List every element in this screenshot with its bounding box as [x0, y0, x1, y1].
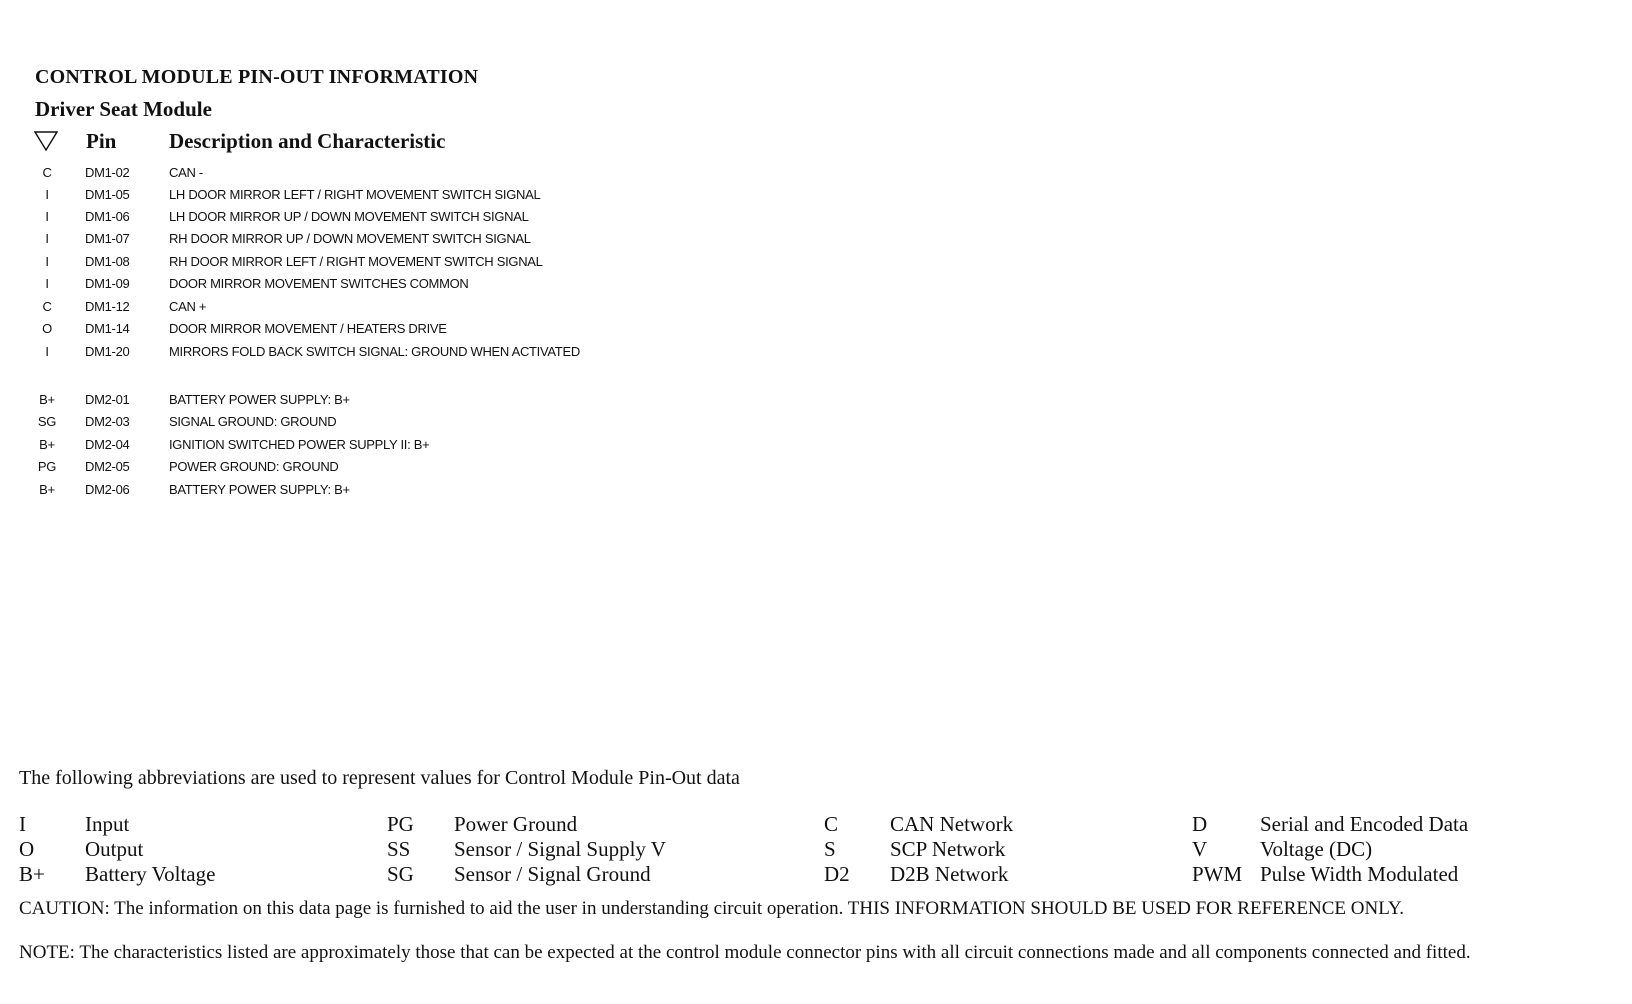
abbreviations-intro: The following abbreviations are used to represent values for Control Module Pin-Out data: [19, 767, 740, 789]
abbr-code: SG: [387, 862, 414, 886]
abbr-meaning: Sensor / Signal Supply V: [454, 837, 666, 861]
pin-type: I: [45, 276, 49, 291]
pin-description: LH DOOR MIRROR LEFT / RIGHT MOVEMENT SWITCH SIGNAL: [169, 187, 541, 202]
pin-type: B+: [39, 482, 55, 497]
pin-description: DOOR MIRROR MOVEMENT / HEATERS DRIVE: [169, 321, 447, 336]
pin-id: DM2-03: [85, 414, 130, 429]
page-title: CONTROL MODULE PIN-OUT INFORMATION: [35, 66, 479, 88]
note-text: NOTE: The characteristics listed are approximately those that can be expected at the control module connector pins with all circuit connections made and all components connected and fitted.: [19, 942, 1471, 963]
pin-description: LH DOOR MIRROR UP / DOWN MOVEMENT SWITCH SIGNAL: [169, 209, 529, 224]
pin-id: DM2-04: [85, 437, 130, 452]
pin-description: BATTERY POWER SUPPLY: B+: [169, 392, 350, 407]
pin-description: BATTERY POWER SUPPLY: B+: [169, 482, 350, 497]
description-column-header: Description and Characteristic: [169, 129, 446, 153]
abbr-meaning: Serial and Encoded Data: [1260, 812, 1469, 836]
abbr-meaning: Sensor / Signal Ground: [454, 862, 651, 886]
pin-type: C: [42, 299, 52, 314]
pin-type: C: [42, 165, 52, 180]
pin-type: I: [45, 254, 49, 269]
pin-id: DM1-08: [85, 254, 130, 269]
abbr-meaning: Pulse Width Modulated: [1260, 862, 1459, 886]
triangle-down-icon: [34, 131, 58, 151]
abbr-meaning: Input: [85, 812, 130, 836]
abbr-code: B+: [19, 862, 45, 886]
abbr-meaning: Output: [85, 837, 144, 861]
pin-description: CAN +: [169, 299, 207, 314]
pin-type: I: [45, 187, 49, 202]
abbr-code: O: [19, 837, 35, 861]
abbr-meaning: SCP Network: [890, 837, 1006, 861]
pin-description: DOOR MIRROR MOVEMENT SWITCHES COMMON: [169, 276, 469, 291]
pin-id: DM1-05: [85, 187, 130, 202]
caution-text: CAUTION: The information on this data page is furnished to aid the user in understanding circuit operation. THIS INFORMATION SHOULD BE USED FOR REFERENCE ONLY.: [19, 898, 1404, 919]
abbr-code: PWM: [1192, 862, 1243, 886]
pin-type: O: [42, 321, 52, 336]
abbr-code: S: [824, 837, 836, 861]
abbr-meaning: Battery Voltage: [85, 862, 216, 886]
pin-description: MIRRORS FOLD BACK SWITCH SIGNAL: GROUND WHEN ACTIVATED: [169, 344, 580, 359]
pin-id: DM1-07: [85, 231, 130, 246]
pin-id: DM2-06: [85, 482, 130, 497]
pin-description: SIGNAL GROUND: GROUND: [169, 414, 337, 429]
pin-type: SG: [37, 414, 57, 429]
abbr-code: V: [1192, 837, 1208, 861]
abbr-code: C: [824, 812, 839, 836]
pin-id: DM1-06: [85, 209, 130, 224]
abbr-meaning: CAN Network: [890, 812, 1014, 836]
pin-description: CAN -: [169, 165, 203, 180]
pin-id: DM1-02: [85, 165, 130, 180]
abbr-code: PG: [387, 812, 414, 836]
pin-type: PG: [37, 459, 57, 474]
pin-type: B+: [39, 392, 55, 407]
pin-description: RH DOOR MIRROR UP / DOWN MOVEMENT SWITCH SIGNAL: [169, 231, 531, 246]
pin-type: I: [45, 231, 49, 246]
pin-description: RH DOOR MIRROR LEFT / RIGHT MOVEMENT SWITCH SIGNAL: [169, 254, 543, 269]
pin-column-header: Pin: [86, 129, 117, 153]
module-name: Driver Seat Module: [35, 97, 212, 121]
abbr-code: D2: [824, 862, 850, 886]
pin-type: I: [45, 344, 49, 359]
pin-type: I: [45, 209, 49, 224]
pin-description: POWER GROUND: GROUND: [169, 459, 339, 474]
pin-description: IGNITION SWITCHED POWER SUPPLY II: B+: [169, 437, 430, 452]
abbr-code: SS: [387, 837, 411, 861]
pin-id: DM2-05: [85, 459, 130, 474]
pin-type: B+: [39, 437, 55, 452]
abbr-meaning: Voltage (DC): [1260, 837, 1373, 861]
abbr-meaning: D2B Network: [890, 862, 1009, 886]
abbr-code: I: [19, 812, 26, 836]
abbr-code: D: [1192, 812, 1208, 836]
pin-id: DM2-01: [85, 392, 130, 407]
abbr-meaning: Power Ground: [454, 812, 578, 836]
pin-id: DM1-14: [85, 321, 130, 336]
pin-id: DM1-09: [85, 276, 130, 291]
pin-id: DM1-20: [85, 344, 130, 359]
pin-id: DM1-12: [85, 299, 130, 314]
